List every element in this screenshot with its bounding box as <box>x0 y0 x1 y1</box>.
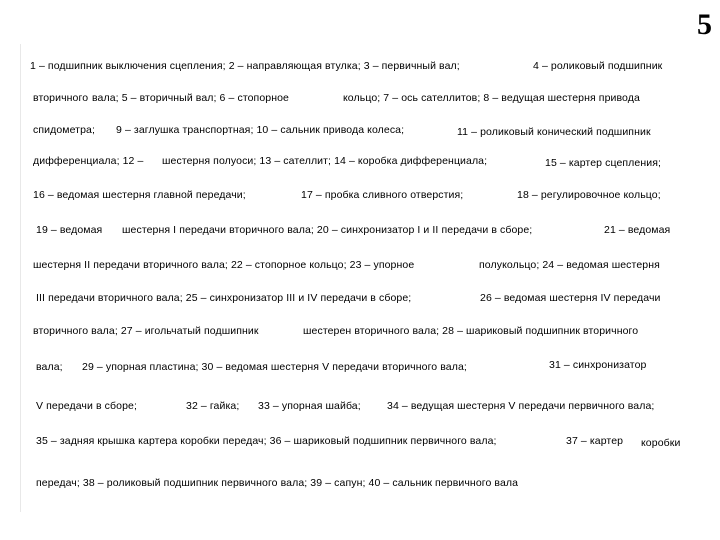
legend-segment: 19 – ведомая <box>36 224 103 236</box>
legend-segment: 16 – ведомая шестерня главной передачи; <box>33 189 246 201</box>
legend-segment: III передачи вторичного вала; 25 – синхронизатор III и IV передачи в сборе; <box>36 292 412 304</box>
legend-segment: передач; 38 – роликовый подшипник первичного вала; 39 – сапун; 40 – сальник первичного вала <box>36 477 519 489</box>
legend-segment: спидометра; <box>33 124 95 136</box>
legend-segment: шестерня I передачи вторичного вала; 20 – синхронизатор I и II передачи в сборе; <box>122 224 533 236</box>
legend-segment: 29 – упорная пластина; 30 – ведомая шестерня V передачи вторичного вала; <box>82 361 467 373</box>
legend-segment: вторичного вала; 27 – игольчатый подшипник <box>33 325 259 337</box>
legend-segment: вала; <box>36 361 63 373</box>
legend-segment: дифференциала; 12 – <box>33 155 144 167</box>
legend-segment: 33 – упорная шайба; <box>258 400 361 412</box>
legend-segment: V передачи в сборе; <box>36 400 137 412</box>
legend-segment: 11 – роликовый конический подшипник <box>457 126 651 138</box>
legend-segment: кольцо; 7 – ось сателлитов; 8 – ведущая шестерня привода <box>343 92 640 104</box>
legend-segment: шестерен вторичного вала; 28 – шариковый подшипник вторичного <box>303 325 639 337</box>
legend-segment: вала; 5 – вторичный вал; 6 – стопорное <box>92 92 289 104</box>
legend-segment: шестерня полуоси; 13 – сателлит; 14 – коробка дифференциала; <box>162 155 488 167</box>
legend-segment: 18 – регулировочное кольцо; <box>517 189 661 201</box>
legend-segment: 17 – пробка сливного отверстия; <box>301 189 464 201</box>
legend-segment: 1 – подшипник выключения сцепления; 2 – направляющая втулка; 3 – первичный вал; <box>30 60 460 72</box>
legend-segment: 26 – ведомая шестерня IV передачи <box>480 292 661 304</box>
legend-segment: коробки <box>641 437 681 449</box>
legend-segment: 37 – картер <box>566 435 624 447</box>
legend-segment: 32 – гайка; <box>186 400 240 412</box>
legend-segment: полукольцо; 24 – ведомая шестерня <box>479 259 660 271</box>
legend-segment: 9 – заглушка транспортная; 10 – сальник привода колеса; <box>116 124 405 136</box>
legend-segment: 31 – синхронизатор <box>549 359 647 371</box>
legend-segment: вторичного <box>33 92 89 104</box>
page-number: 5 <box>697 8 712 41</box>
legend-segment: 21 – ведомая <box>604 224 671 236</box>
legend-segment: 35 – задняя крышка картера коробки передач; 36 – шариковый подшипник первичного вала; <box>36 435 497 447</box>
legend-segment: 34 – ведущая шестерня V передачи первичного вала; <box>387 400 655 412</box>
legend-segment: 4 – роликовый подшипник <box>533 60 663 72</box>
legend-segment: 15 – картер сцепления; <box>545 157 662 169</box>
legend-segment: шестерня II передачи вторичного вала; 22 – стопорное кольцо; 23 – упорное <box>33 259 415 271</box>
